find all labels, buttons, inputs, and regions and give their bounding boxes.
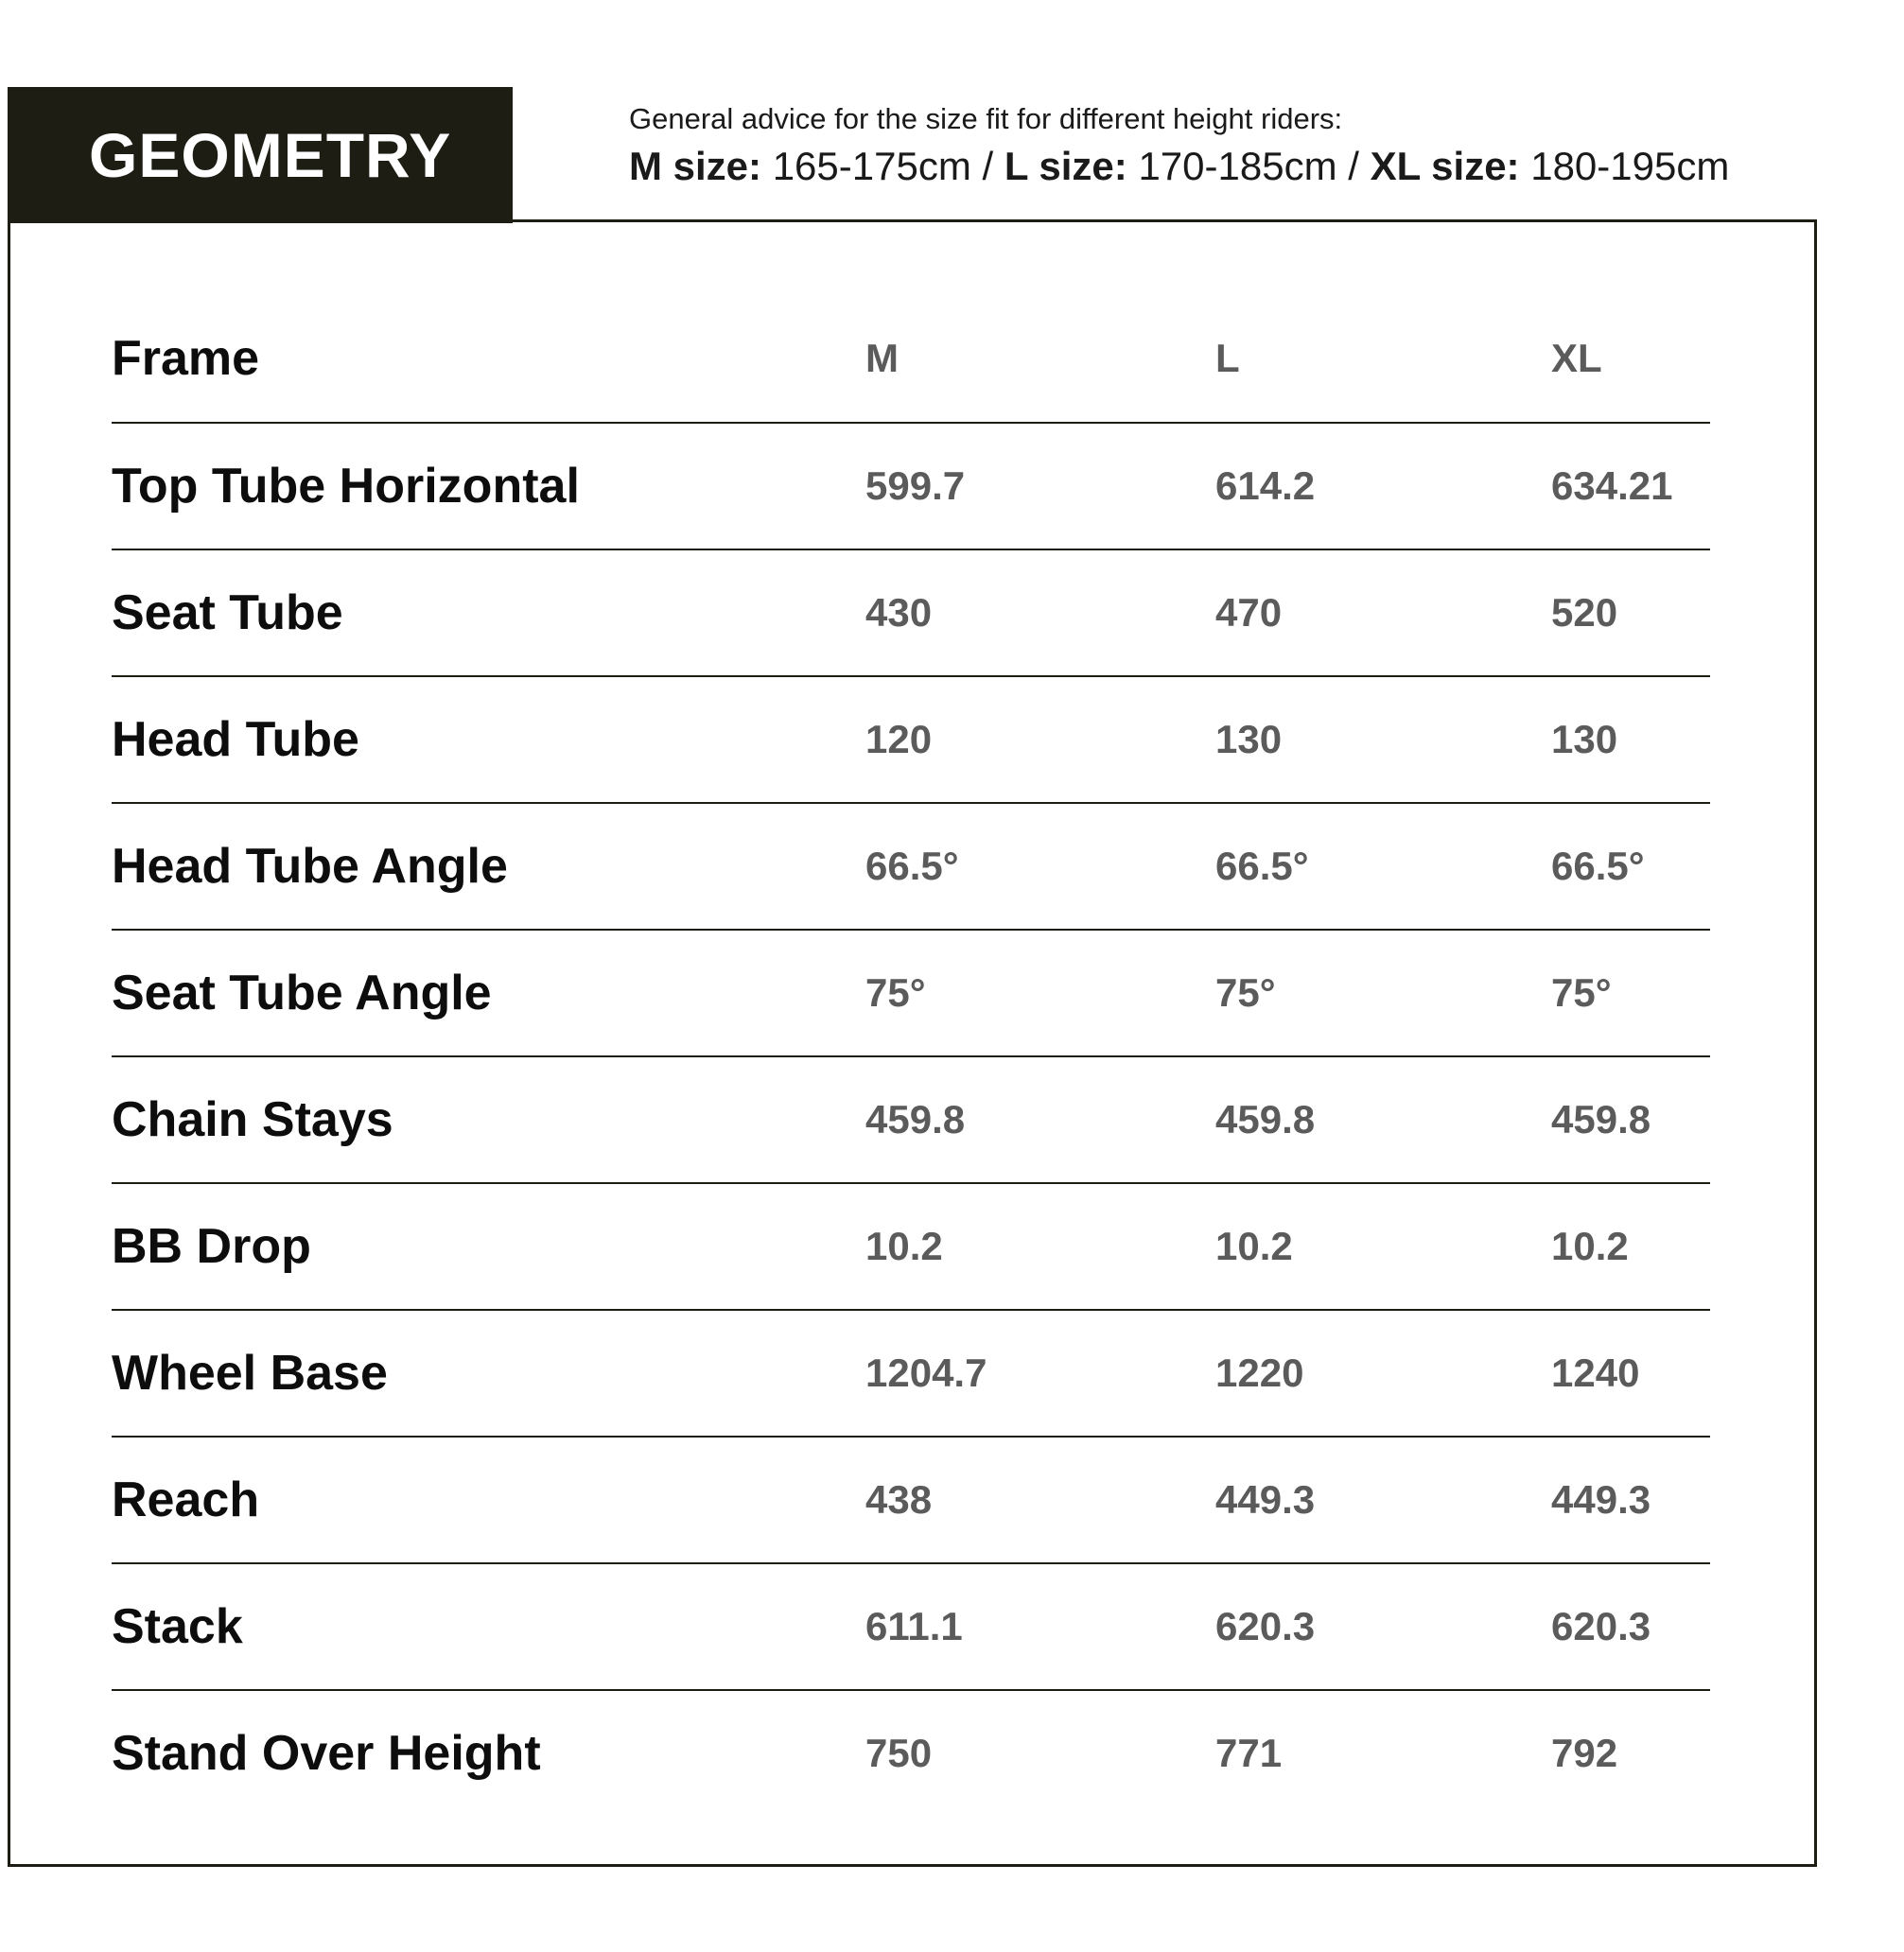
fit-l-label: L size:	[1004, 144, 1127, 188]
cell-m: 611.1	[865, 1563, 1215, 1690]
cell-xl: 66.5°	[1551, 803, 1710, 930]
fit-separator: /	[982, 144, 994, 188]
column-header-frame: Frame	[112, 295, 865, 423]
cell-m: 66.5°	[865, 803, 1215, 930]
geometry-table	[112, 295, 1710, 1816]
cell-l: 1220	[1215, 1310, 1551, 1437]
cell-l: 459.8	[1215, 1056, 1551, 1183]
row-label: Seat Tube Angle	[112, 930, 865, 1056]
cell-xl: 10.2	[1551, 1183, 1710, 1310]
cell-m: 1204.7	[865, 1310, 1215, 1437]
table-row	[112, 549, 1710, 676]
row-label: BB Drop	[112, 1183, 865, 1310]
cell-xl: 449.3	[1551, 1437, 1710, 1563]
table-row	[112, 1690, 1710, 1816]
table-row	[112, 423, 1710, 549]
cell-l: 10.2	[1215, 1183, 1551, 1310]
cell-xl: 1240	[1551, 1310, 1710, 1437]
table-row	[112, 803, 1710, 930]
cell-m: 599.7	[865, 423, 1215, 549]
fit-l-range: 170-185cm	[1138, 144, 1337, 188]
cell-xl: 792	[1551, 1731, 1618, 1775]
cell-m: 430	[865, 549, 1215, 676]
cell-m: 75°	[865, 930, 1215, 1056]
cell-l: 130	[1215, 676, 1551, 803]
cell-l: 620.3	[1215, 1563, 1551, 1690]
cell-xl: 620.3	[1551, 1563, 1710, 1690]
fit-m-label: M size:	[629, 144, 762, 188]
cell-xl: 520	[1551, 549, 1710, 676]
advice-intro: General advice for the size fit for different height riders:	[629, 102, 1343, 135]
table-row	[112, 1056, 1710, 1183]
cell-l: 771	[1215, 1731, 1283, 1775]
table-row	[112, 1310, 1710, 1437]
row-label: Chain Stays	[112, 1056, 865, 1183]
page-title: GEOMETRY	[89, 120, 452, 190]
size-fit-line	[629, 144, 1859, 189]
column-header-l: L	[1215, 295, 1551, 423]
cell-l: 66.5°	[1215, 803, 1551, 930]
fit-separator: /	[1348, 144, 1359, 188]
row-label: Stack	[112, 1563, 865, 1690]
fit-m-range: 165-175cm	[772, 144, 971, 188]
row-label: Seat Tube	[112, 549, 865, 676]
row-label: Reach	[112, 1437, 865, 1563]
size-advice	[629, 102, 1859, 189]
cell-m: 120	[865, 676, 1215, 803]
cell-m: 459.8	[865, 1056, 1215, 1183]
fit-xl-range: 180-195cm	[1530, 144, 1730, 188]
table-row	[112, 930, 1710, 1056]
cell-m: 750	[865, 1731, 933, 1775]
row-label: Head Tube	[112, 676, 865, 803]
table-header-row	[112, 295, 1710, 423]
row-label: Head Tube Angle	[112, 803, 865, 930]
row-label: Stand Over Height	[112, 1726, 541, 1781]
cell-xl: 75°	[1551, 930, 1710, 1056]
fit-xl-label: XL size:	[1370, 144, 1520, 188]
cell-l: 470	[1215, 549, 1551, 676]
row-label: Top Tube Horizontal	[112, 423, 865, 549]
cell-m: 10.2	[865, 1183, 1215, 1310]
cell-xl: 634.21	[1551, 423, 1710, 549]
table-row	[112, 1563, 1710, 1690]
row-label: Wheel Base	[112, 1310, 865, 1437]
title-banner	[8, 87, 513, 223]
table-row	[112, 1183, 1710, 1310]
cell-l: 75°	[1215, 930, 1551, 1056]
cell-xl: 459.8	[1551, 1056, 1710, 1183]
cell-l: 449.3	[1215, 1437, 1551, 1563]
cell-l: 614.2	[1215, 423, 1551, 549]
table-row	[112, 676, 1710, 803]
table-row	[112, 1437, 1710, 1563]
column-header-m: M	[865, 295, 1215, 423]
cell-m: 438	[865, 1437, 1215, 1563]
cell-xl: 130	[1551, 676, 1710, 803]
column-header-xl: XL	[1551, 295, 1710, 423]
